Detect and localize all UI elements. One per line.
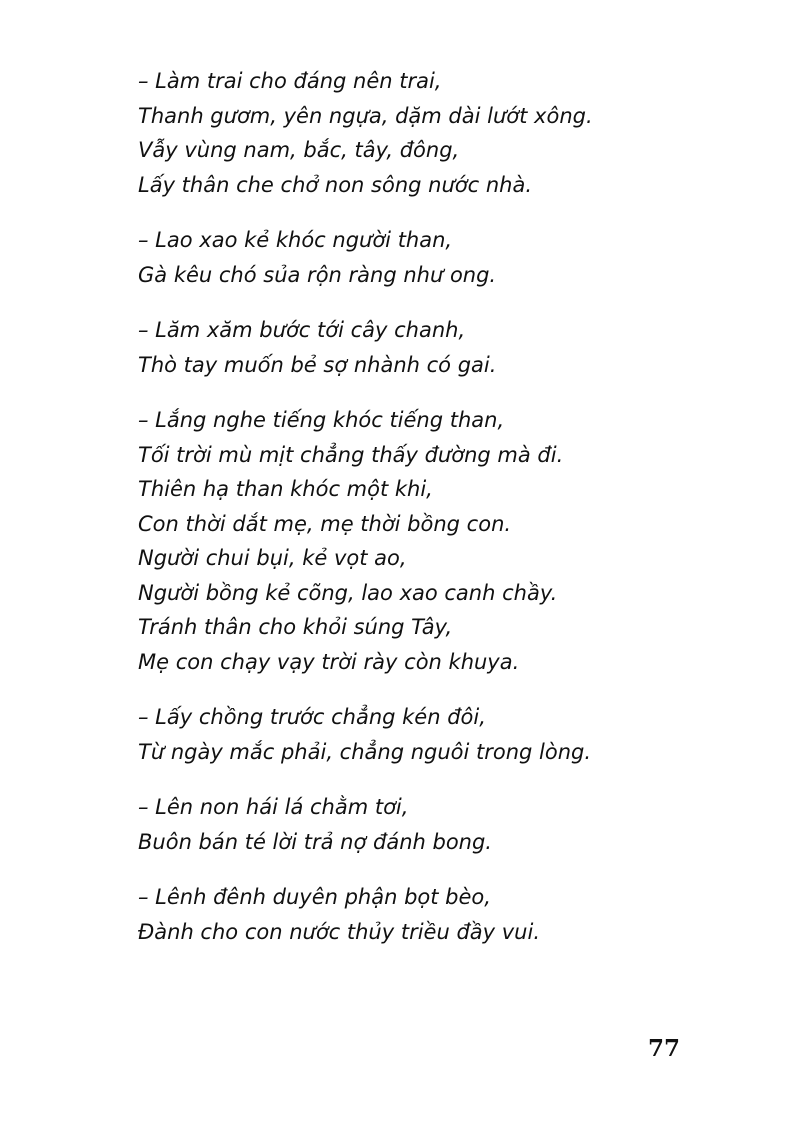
verse-line: – Lên non hái lá chằm tơi, — [138, 795, 409, 819]
stanza — [138, 64, 758, 202]
verse-line: Người bồng kẻ cõng, lao xao canh chầy. — [138, 580, 558, 605]
verse-line: Thanh gươm, yên ngựa, dặm dài lướt xông. — [138, 103, 593, 128]
verse-line: – Lao xao kẻ khóc người than, — [138, 228, 453, 252]
verse-line: Thò tay muốn bẻ sợ nhành có gai. — [138, 352, 497, 377]
verse-line: – Lênh đênh duyên phận bọt bèo, — [138, 885, 491, 909]
page-number: 77 — [647, 1035, 680, 1062]
stanza — [138, 790, 758, 859]
verse-line: – Lăm xăm bước tới cây chanh, — [138, 318, 466, 342]
stanza — [138, 403, 758, 679]
verse-line: – Lấy chồng trước chẳng kén đôi, — [138, 705, 486, 729]
verse-line: Tối trời mù mịt chẳng thấy đường mà đi. — [138, 442, 564, 467]
verse-line: Gà kêu chó sủa rộn ràng như ong. — [138, 262, 497, 287]
verse-line: Từ ngày mắc phải, chẳng nguôi trong lòng. — [138, 739, 592, 764]
verse-line: Vẫy vùng nam, bắc, tây, đông, — [138, 138, 460, 162]
verse-line: Người chui bụi, kẻ vọt ao, — [138, 546, 407, 570]
verse-line: Tránh thân cho khỏi súng Tây, — [138, 615, 453, 639]
verse-line: Lấy thân che chở non sông nước nhà. — [138, 172, 532, 197]
stanza — [138, 880, 758, 949]
poem-body — [138, 64, 758, 970]
verse-line: Mẹ con chạy vạy trời rày còn khuya. — [138, 649, 520, 674]
stanza — [138, 313, 758, 382]
stanza — [138, 700, 758, 769]
verse-line: Đành cho con nước thủy triều đầy vui. — [138, 919, 540, 944]
stanza — [138, 223, 758, 292]
verse-line: – Làm trai cho đáng nên trai, — [138, 69, 442, 93]
verse-line: Con thời dắt mẹ, mẹ thời bồng con. — [138, 511, 512, 536]
verse-line: Thiên hạ than khóc một khi, — [138, 477, 433, 501]
verse-line: – Lắng nghe tiếng khóc tiếng than, — [138, 408, 505, 432]
verse-line: Buôn bán té lời trả nợ đánh bong. — [138, 829, 492, 854]
